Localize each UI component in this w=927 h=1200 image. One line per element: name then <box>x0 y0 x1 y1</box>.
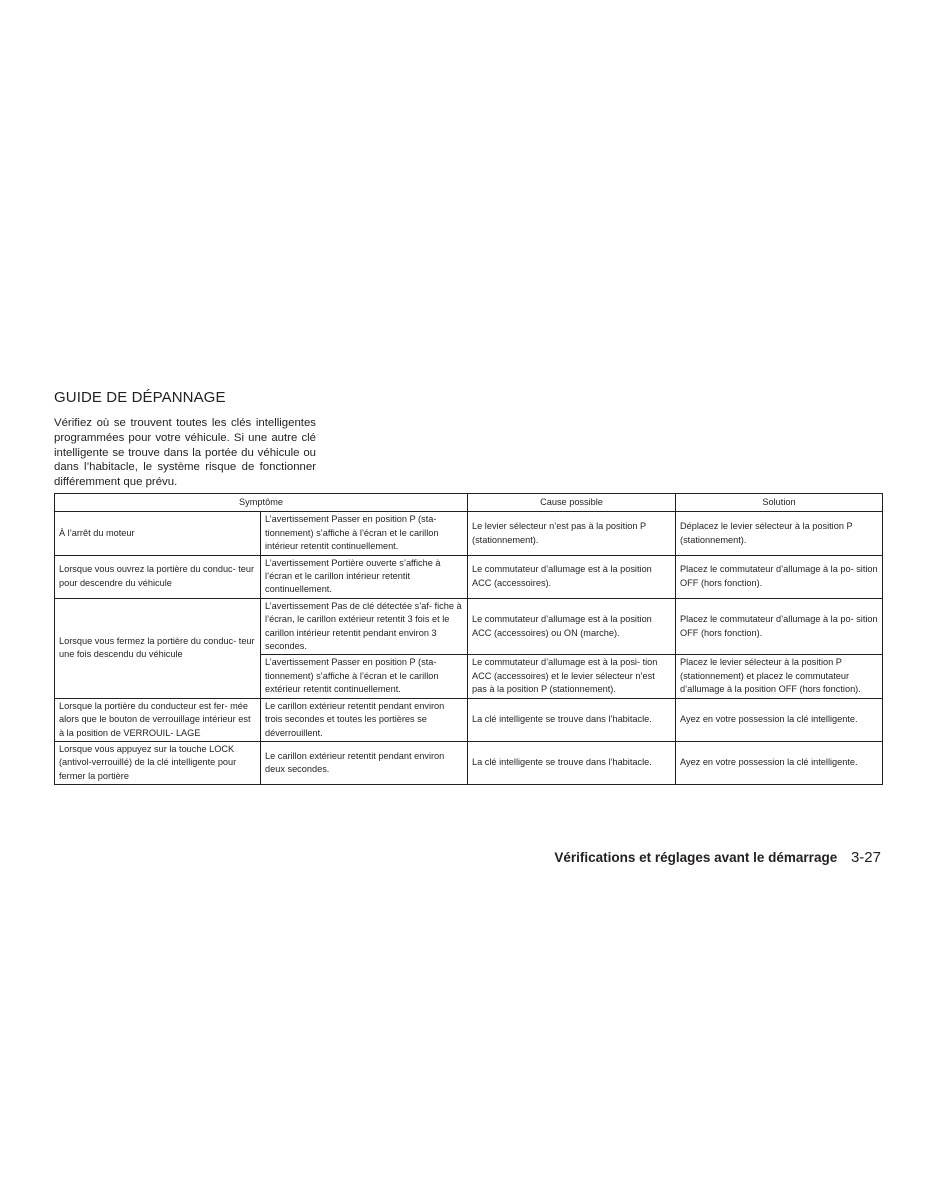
possible-cause: Le commutateur d’allumage est à la position ACC (accessoires). <box>468 555 676 598</box>
solution: Placez le commutateur d’allumage à la po- sition OFF (hors fonction). <box>676 598 883 655</box>
intro-paragraph: Vérifiez où se trouvent toutes les clés intelligentes programmées pour votre véhicule. Si une autre clé intelligente se trouve dans la portée du véhicule ou dans l’habitacle, le système risque de fonctionner différemment que prévu. <box>54 417 316 489</box>
solution: Déplacez le levier sélecteur à la position P (stationnement). <box>676 512 883 555</box>
solution: Ayez en votre possession la clé intelligente. <box>676 698 883 741</box>
symptom-warning: Le carillon extérieur retentit pendant environ deux secondes. <box>261 741 468 784</box>
possible-cause: Le commutateur d’allumage est à la posi- tion ACC (accessoires) et le levier sélecteur n’est pas à la position P (stationnement). <box>468 655 676 698</box>
symptom-condition: À l’arrêt du moteur <box>55 512 261 555</box>
header-cause: Cause possible <box>468 494 676 512</box>
possible-cause: La clé intelligente se trouve dans l’habitacle. <box>468 741 676 784</box>
solution: Placez le levier sélecteur à la position P (stationnement) et placez le commutateur d’allumage à la position OFF (hors fonction). <box>676 655 883 698</box>
header-solution: Solution <box>676 494 883 512</box>
symptom-condition: Lorsque la portière du conducteur est fer- mée alors que le bouton de verrouillage intérieur est à la position de VERROUIL- LAGE <box>55 698 261 741</box>
symptom-condition: Lorsque vous appuyez sur la touche LOCK (antivol-verrouillé) de la clé intelligente pour fermer la portière <box>55 741 261 784</box>
solution: Ayez en votre possession la clé intelligente. <box>676 741 883 784</box>
footer-section-title: Vérifications et réglages avant le démarrage <box>554 850 838 865</box>
section-heading: GUIDE DE DÉPANNAGE <box>54 389 226 406</box>
symptom-warning: L’avertissement Passer en position P (sta- tionnement) s’affiche à l’écran et le carillon extérieur retentit continuellement. <box>261 655 468 698</box>
page-footer <box>554 849 881 866</box>
table-row <box>55 698 883 741</box>
possible-cause: La clé intelligente se trouve dans l’habitacle. <box>468 698 676 741</box>
table-header-row <box>55 494 883 512</box>
symptom-warning: L’avertissement Pas de clé détectée s’af- fiche à l’écran, le carillon extérieur retentit 3 fois et le carillon intérieur retentit pendant environ 3 secondes. <box>261 598 468 655</box>
troubleshooting-table <box>54 493 883 785</box>
header-symptom: Symptôme <box>55 494 468 512</box>
table-row <box>55 555 883 598</box>
page-number: 3-27 <box>850 849 881 866</box>
table-row <box>55 598 883 655</box>
possible-cause: Le levier sélecteur n’est pas à la position P (stationnement). <box>468 512 676 555</box>
symptom-condition: Lorsque vous fermez la portière du conduc- teur une fois descendu du véhicule <box>55 598 261 698</box>
table-row <box>55 741 883 784</box>
possible-cause: Le commutateur d’allumage est à la position ACC (accessoires) ou ON (marche). <box>468 598 676 655</box>
solution: Placez le commutateur d’allumage à la po- sition OFF (hors fonction). <box>676 555 883 598</box>
symptom-warning: Le carillon extérieur retentit pendant environ trois secondes et toutes les portières se déverrouillent. <box>261 698 468 741</box>
symptom-warning: L’avertissement Portière ouverte s’affiche à l’écran et le carillon intérieur retentit continuellement. <box>261 555 468 598</box>
symptom-condition: Lorsque vous ouvrez la portière du conduc- teur pour descendre du véhicule <box>55 555 261 598</box>
table-row <box>55 512 883 555</box>
symptom-warning: L’avertissement Passer en position P (sta- tionnement) s’affiche à l’écran et le carillon intérieur retentit continuellement. <box>261 512 468 555</box>
